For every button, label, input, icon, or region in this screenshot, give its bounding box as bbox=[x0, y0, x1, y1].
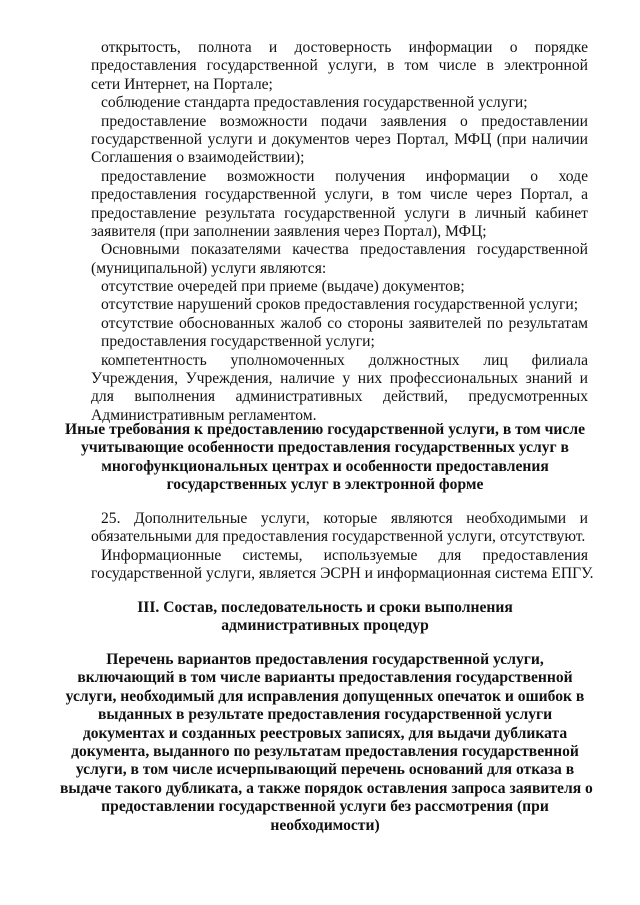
text-line: предоставление результата государственной услуги в личный кабинет bbox=[91, 204, 588, 222]
heading-line: документах и созданных реестровых записях, для выдачи дубликата bbox=[82, 724, 568, 742]
text-line: компетентность уполномоченных должностных лиц филиала bbox=[101, 351, 588, 369]
text-line: заявителя (при заполнении заявления через Портал), МФЦ; bbox=[91, 222, 487, 240]
text-line: отсутствие очередей при приеме (выдаче) документов; bbox=[101, 278, 465, 296]
section-heading-other-requirements bbox=[60, 421, 590, 495]
heading-line: Перечень вариантов предоставления государственной услуги, bbox=[106, 651, 544, 668]
heading-line: государственных услуг в электронной форме bbox=[166, 476, 484, 494]
text-line: Информационные системы, используемые для предоставления bbox=[101, 546, 588, 564]
text-line: (муниципальной) услуги являются: bbox=[91, 259, 327, 277]
heading-line: Иные требования к предоставлению государственной услуги, в том числе bbox=[64, 421, 585, 438]
text-line: Соглашения о взаимодействии); bbox=[91, 149, 305, 167]
heading-line: III. Состав, последовательность и сроки выполнения bbox=[137, 599, 513, 616]
text-line: Административным регламентом. bbox=[91, 406, 317, 424]
heading-line: включающий в том числе варианты предоставления государственной bbox=[77, 669, 573, 687]
text-line: предоставления государственной услуги, в том числе в электронной bbox=[91, 57, 588, 75]
text-line: государственной услуги и документов через Портал, МФЦ (при наличии bbox=[91, 130, 588, 148]
text-line: предоставления государственной услуги, в том числе через Портал, а bbox=[91, 186, 588, 204]
text-line: для выполнения административных действий, предусмотренных bbox=[91, 388, 588, 406]
text-line: отсутствие обоснованных жалоб со стороны заявителей по результатам bbox=[101, 314, 588, 332]
text-line: открытость, полнота и достоверность информации о порядке bbox=[101, 39, 588, 56]
heading-line: многофункциональных центрах и особенности предоставления bbox=[101, 457, 549, 475]
text-line: Основными показателями качества предоставления государственной bbox=[101, 241, 588, 259]
text-line: 25. Дополнительные услуги, которые являются необходимыми и bbox=[101, 510, 588, 527]
heading-line: выдаче такого дубликата, а также порядок оставления запроса заявителя о bbox=[60, 779, 593, 797]
heading-line: услуги, необходимый для исправления допущенных опечаток и ошибок в bbox=[65, 687, 585, 705]
text-line: государственной услуги, является ЭСРН и информационная система ЕПГУ. bbox=[91, 565, 594, 583]
quality-criteria-block bbox=[91, 39, 588, 425]
paragraph-25-block bbox=[91, 510, 594, 584]
heading-line: учитывающие особенности предоставления государственных услуг в bbox=[81, 439, 569, 457]
text-line: предоставление возможности получения информации о ходе bbox=[101, 167, 588, 185]
text-line: предоставления государственной услуги; bbox=[101, 333, 375, 351]
section-heading-variants-list bbox=[60, 651, 593, 835]
text-line: соблюдение стандарта предоставления государственной услуги; bbox=[101, 94, 528, 112]
heading-line: предоставлении государственной услуги без рассмотрения (при bbox=[101, 798, 549, 816]
text-line: сети Интернет, на Портале; bbox=[91, 75, 273, 93]
heading-line: выданных в результате предоставления государственной услуги bbox=[97, 706, 553, 724]
heading-line: услуги, в том числе исчерпывающий перечень оснований для отказа в bbox=[75, 761, 575, 779]
heading-line: документа, выданного по результатам предоставления государственной bbox=[71, 742, 579, 760]
text-line: обязательными для предоставления государственной услуги, отсутствуют. bbox=[91, 528, 586, 546]
text-line: отсутствие нарушений сроков предоставления государственной услуги; bbox=[101, 296, 579, 314]
heading-line: административных процедур bbox=[221, 617, 429, 635]
section-heading-iii bbox=[60, 599, 590, 636]
text-line: Учреждения, Учреждения, наличие у них профессиональных знаний и bbox=[91, 370, 588, 388]
text-line: предоставление возможности подачи заявления о предоставлении bbox=[101, 112, 588, 130]
heading-line: необходимости) bbox=[270, 816, 380, 834]
